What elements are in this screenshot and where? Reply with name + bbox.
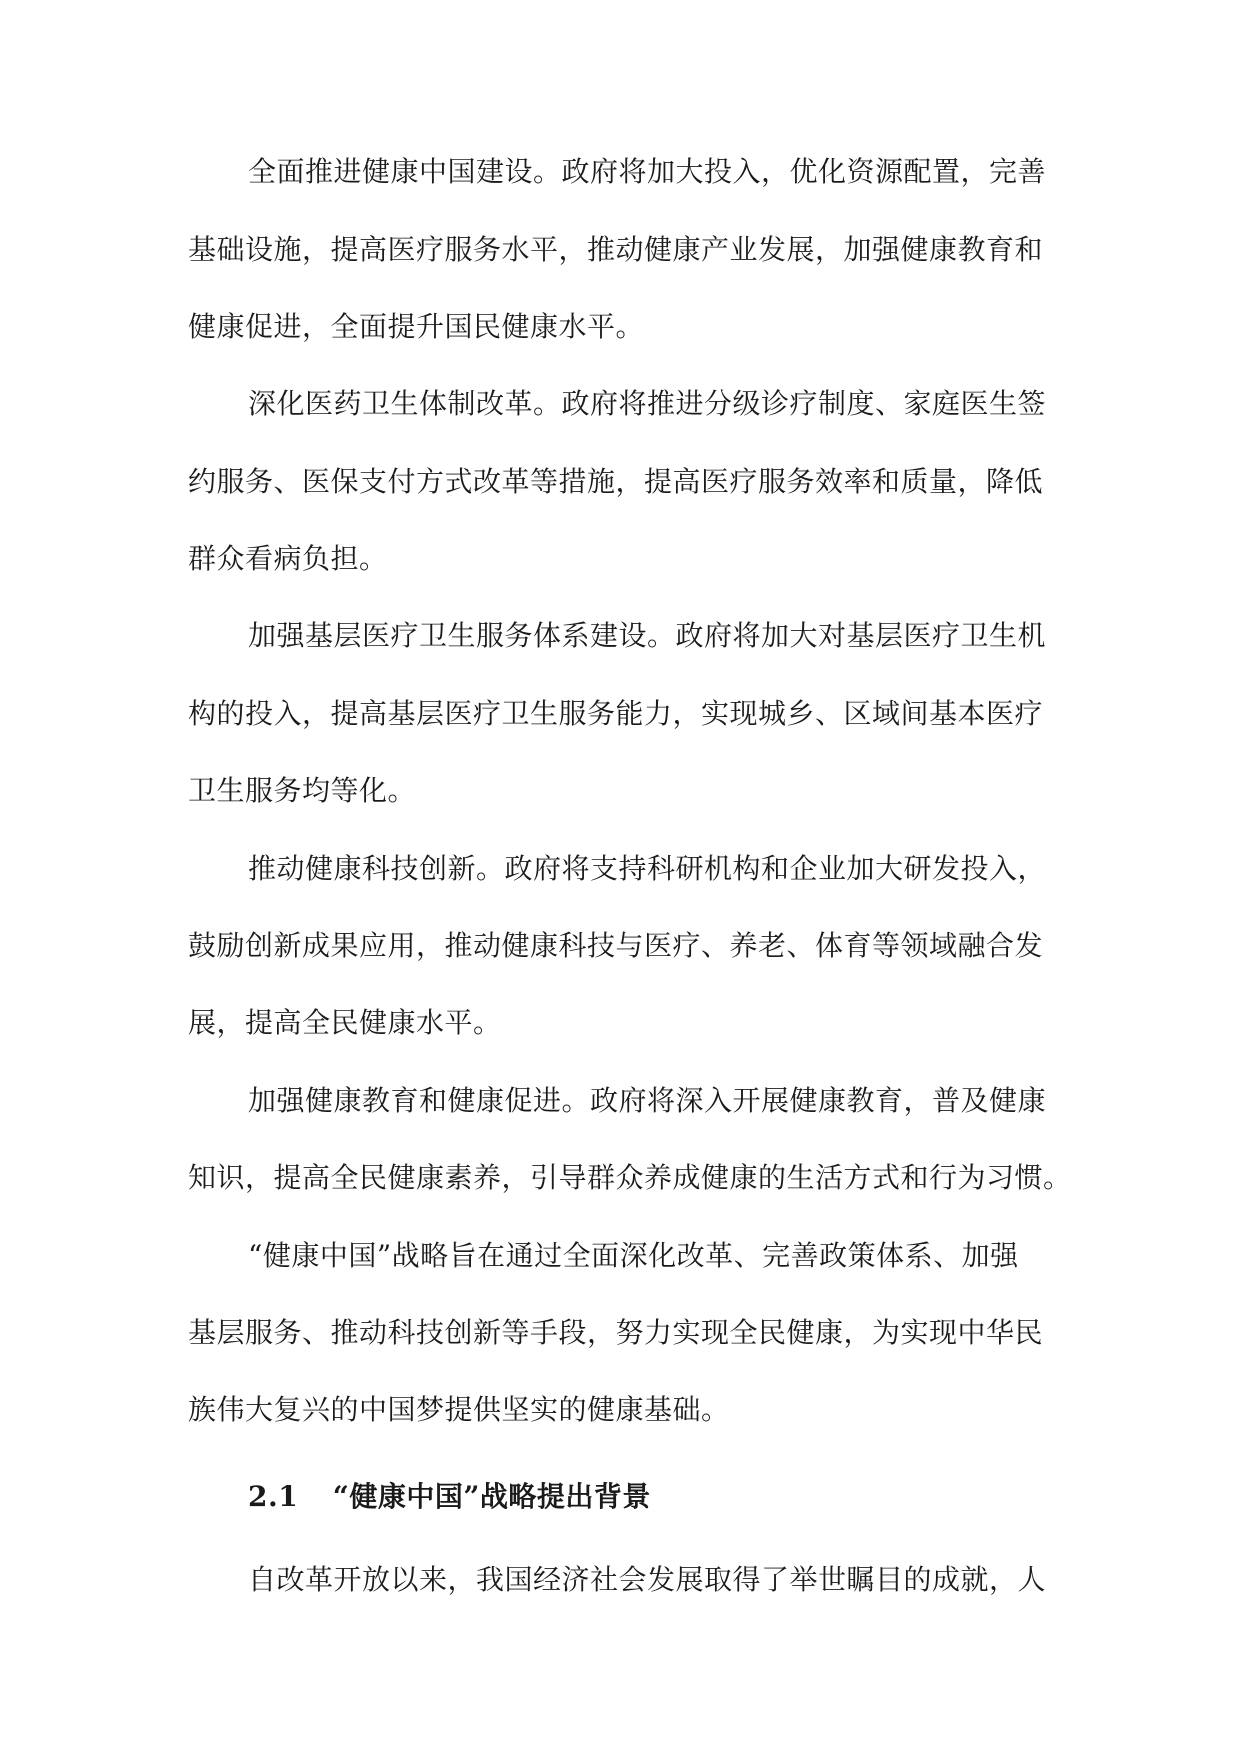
paragraph-6-line-2: 基层服务、推动科技创新等手段，努力实现全民健康，为实现中华民 [188, 1316, 1044, 1349]
paragraph-4-line-1: 推动健康科技创新。政府将支持科研机构和企业加大研发投入， [248, 852, 1047, 885]
paragraph-4-line-3: 展，提高全民健康水平。 [188, 1006, 502, 1039]
paragraph-1-line-3: 健康促进，全面提升国民健康水平。 [188, 310, 645, 343]
section-number: 2.1 [248, 1480, 299, 1513]
section-paragraph-line-1: 自改革开放以来，我国经济社会发展取得了举世瞩目的成就，人 [248, 1563, 1047, 1596]
paragraph-2-line-3: 群众看病负担。 [188, 542, 388, 575]
paragraph-3-line-2: 构的投入，提高基层医疗卫生服务能力，实现城乡、区域间基本医疗 [188, 697, 1044, 730]
paragraph-6-line-1: “健康中国”战略旨在通过全面深化改革、完善政策体系、加强 [248, 1239, 1019, 1272]
paragraph-1-line-1: 全面推进健康中国建设。政府将加大投入，优化资源配置，完善 [248, 155, 1047, 188]
paragraph-1-line-2: 基础设施，提高医疗服务水平，推动健康产业发展，加强健康教育和 [188, 233, 1044, 266]
paragraph-6-line-3: 族伟大复兴的中国梦提供坚实的健康基础。 [188, 1393, 730, 1426]
paragraph-5-line-1: 加强健康教育和健康促进。政府将深入开展健康教育，普及健康 [248, 1084, 1047, 1117]
paragraph-3-line-3: 卫生服务均等化。 [188, 774, 417, 807]
paragraph-2-line-2: 约服务、医保支付方式改革等措施，提高医疗服务效率和质量，降低 [188, 465, 1044, 498]
paragraph-4-line-2: 鼓励创新成果应用，推动健康科技与医疗、养老、体育等领域融合发 [188, 929, 1044, 962]
paragraph-2-line-1: 深化医药卫生体制改革。政府将推进分级诊疗制度、家庭医生签 [248, 387, 1047, 420]
paragraph-5-line-2: 知识，提高全民健康素养，引导群众养成健康的生活方式和行为习惯。 [188, 1161, 1072, 1194]
section-title: “健康中国”战略提出背景 [332, 1480, 651, 1513]
section-heading [248, 1477, 651, 1517]
paragraph-3-line-1: 加强基层医疗卫生服务体系建设。政府将加大对基层医疗卫生机 [248, 619, 1047, 652]
